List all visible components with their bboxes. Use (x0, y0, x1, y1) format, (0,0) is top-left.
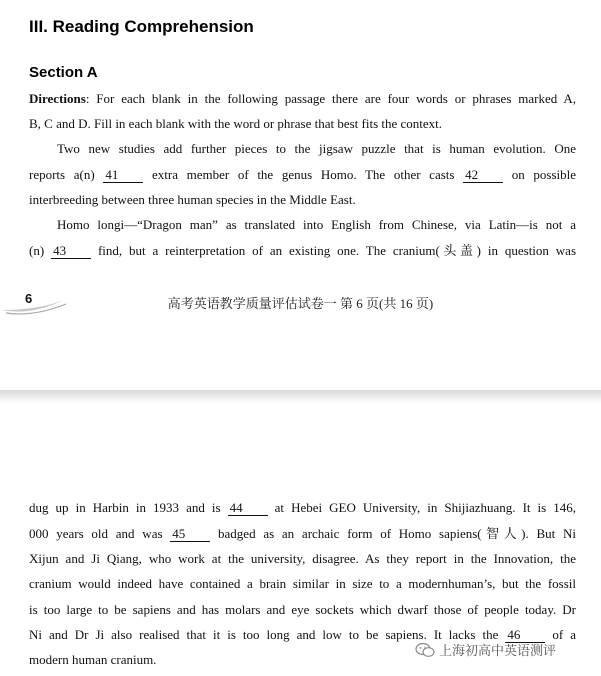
directions-label: Directions (29, 91, 86, 106)
text-segment: find, but a reinterpretation of an existing one. The cranium(头盖) in question was (97, 243, 577, 258)
paragraph-3-line-2 (29, 526, 576, 542)
paragraph-2-line-2 (29, 243, 576, 259)
page-gap (0, 390, 601, 404)
paragraph-3-line-1 (29, 500, 576, 516)
blank-43: 43 (51, 244, 91, 259)
text-segment: 000 years old and was (29, 526, 163, 541)
paragraph-1-line-1: Two new studies add further pieces to the jigsaw puzzle that is human evolution. One (57, 141, 576, 156)
text-segment: (n) (29, 243, 45, 258)
paragraph-3-line-3: Xijun and Ji Qiang, who work at the university, disagree. As they report in the Innovation, the (29, 551, 576, 566)
text-segment: on possible (511, 167, 577, 182)
page-bottom (0, 404, 601, 676)
paragraph-3-line-5: is too large to be sapiens and has molars and eye sockets which dwarf those of people today. Dr (29, 602, 576, 617)
text-segment: dug up in Harbin in 1933 and is (29, 500, 221, 515)
blank-42: 42 (463, 168, 503, 183)
text-segment: Ni and Dr Ji also realised that it is too long and low to be sapiens. It lacks the (29, 627, 499, 642)
text-segment: of a (552, 627, 577, 642)
blank-45: 45 (170, 527, 210, 542)
directions-text-1: For each blank in the following passage there are four words or phrases marked A, (96, 91, 576, 106)
section-heading: III. Reading Comprehension (29, 17, 254, 36)
paragraph-1-line-3: interbreeding between three human species in the Middle East. (29, 192, 356, 207)
watermark (415, 640, 556, 659)
text-segment: reports a(n) (29, 167, 95, 182)
page-footer: 高考英语教学质量评估试卷一 第 6 页(共 16 页) (167, 296, 434, 311)
directions-line-2: B, C and D. Fill in each blank with the word or phrase that best fits the context. (29, 116, 443, 131)
text-segment: at Hebei GEO University, in Shijiazhuang. It is 146, (274, 500, 577, 515)
text-segment: extra member of the genus Homo. The other casts (151, 167, 455, 182)
wechat-icon (415, 642, 435, 658)
blank-41: 41 (103, 168, 143, 183)
blank-46: 46 (505, 628, 545, 643)
watermark-text: 上海初高中英语测评 (439, 644, 557, 659)
paragraph-3-line-7: modern human cranium. (29, 652, 157, 667)
text-segment: badged as an archaic form of Homo sapiens(智人). But Ni (218, 526, 576, 541)
page-number: 6 (25, 291, 33, 306)
paragraph-1-line-2 (29, 167, 576, 183)
paragraph-3-line-4: cranium would indeed have contained a brain similar in size to a modernhuman’s, but the fossil (29, 576, 576, 591)
blank-44: 44 (228, 501, 268, 516)
directions-line-1 (29, 91, 576, 107)
section-a-title: Section A (29, 64, 98, 81)
paragraph-2-line-1: Homo longi—“Dragon man” as translated into English from Chinese, via Latin—is not a (57, 217, 576, 232)
directions-separator: : (85, 91, 90, 106)
